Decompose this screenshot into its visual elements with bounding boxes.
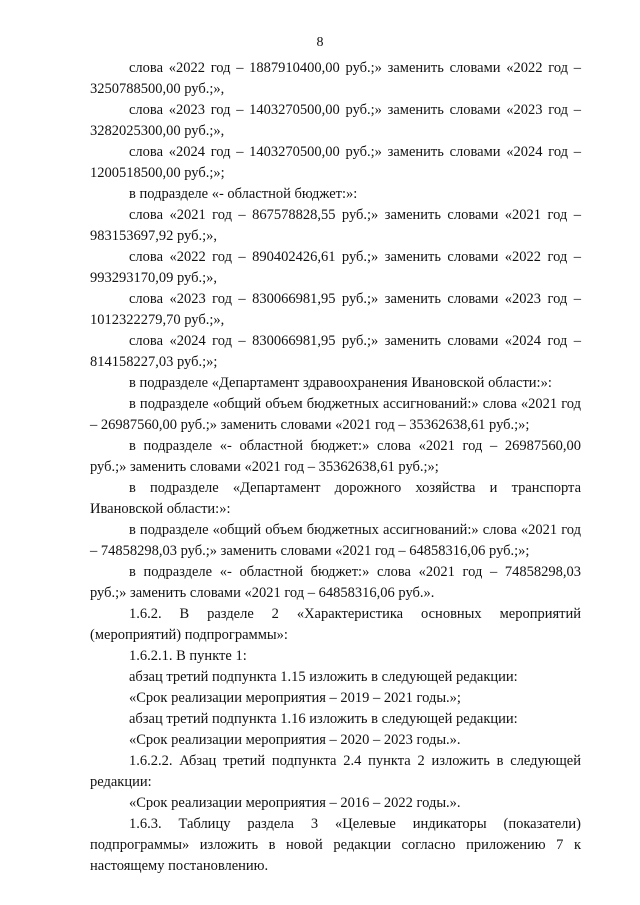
paragraph: абзац третий подпункта 1.15 изложить в следующей редакции:: [129, 669, 518, 685]
paragraph: слова «2023 год – 830066981,95 руб.;» заменить словами «2023 год – 1012322279,70 руб.;»,: [90, 291, 581, 328]
paragraph: в подразделе «общий объем бюджетных ассигнований:» слова «2021 год – 74858298,03 руб.;» заменить словами «2021 год – 64858316,06 руб.;»;: [90, 522, 581, 559]
paragraph: в подразделе «- областной бюджет:» слова «2021 год – 74858298,03 руб.;» заменить словами «2021 год – 64858316,06 руб.».: [90, 564, 581, 601]
paragraph: слова «2022 год – 1887910400,00 руб.;» заменить словами «2022 год – 3250788500,00 руб.;»,: [90, 60, 581, 97]
paragraph: в подразделе «Департамент дорожного хозяйства и транспорта Ивановской области:»:: [90, 480, 581, 517]
paragraph: 1.6.2.1. В пункте 1:: [129, 648, 247, 664]
paragraph: в подразделе «Департамент здравоохранения Ивановской области:»:: [129, 375, 552, 391]
document-body: [90, 58, 581, 877]
paragraph: в подразделе «- областной бюджет:» слова «2021 год – 26987560,00 руб.;» заменить словами «2021 год – 35362638,61 руб.;»;: [90, 438, 581, 475]
paragraph: 1.6.3. Таблицу раздела 3 «Целевые индикаторы (показатели) подпрограммы» изложить в новой редакции согласно приложению 7 к настоящему постановлению.: [90, 816, 581, 874]
paragraph: «Срок реализации мероприятия – 2019 – 2021 годы.»;: [129, 690, 461, 706]
paragraph: «Срок реализации мероприятия – 2020 – 2023 годы.».: [129, 732, 461, 748]
paragraph: в подразделе «общий объем бюджетных ассигнований:» слова «2021 год – 26987560,00 руб.;» заменить словами «2021 год – 35362638,61 руб.;»;: [90, 396, 581, 433]
paragraph: 1.6.2.2. Абзац третий подпункта 2.4 пункта 2 изложить в следующей редакции:: [90, 753, 581, 790]
paragraph: слова «2021 год – 867578828,55 руб.;» заменить словами «2021 год – 983153697,92 руб.;»,: [90, 207, 581, 244]
paragraph: в подразделе «- областной бюджет:»:: [129, 186, 358, 202]
paragraph: слова «2024 год – 1403270500,00 руб.;» заменить словами «2024 год – 1200518500,00 руб.;»;: [90, 144, 581, 181]
paragraph: 1.6.2. В разделе 2 «Характеристика основных мероприятий (мероприятий) подпрограммы»:: [90, 606, 581, 643]
paragraph: абзац третий подпункта 1.16 изложить в следующей редакции:: [129, 711, 518, 727]
page-number: 8: [316, 35, 324, 50]
paragraph: «Срок реализации мероприятия – 2016 – 2022 годы.».: [129, 795, 461, 811]
paragraph: слова «2023 год – 1403270500,00 руб.;» заменить словами «2023 год – 3282025300,00 руб.;»,: [90, 102, 581, 139]
paragraph: слова «2024 год – 830066981,95 руб.;» заменить словами «2024 год – 814158227,03 руб.;»;: [90, 333, 581, 370]
paragraph: слова «2022 год – 890402426,61 руб.;» заменить словами «2022 год – 993293170,09 руб.;»,: [90, 249, 581, 286]
